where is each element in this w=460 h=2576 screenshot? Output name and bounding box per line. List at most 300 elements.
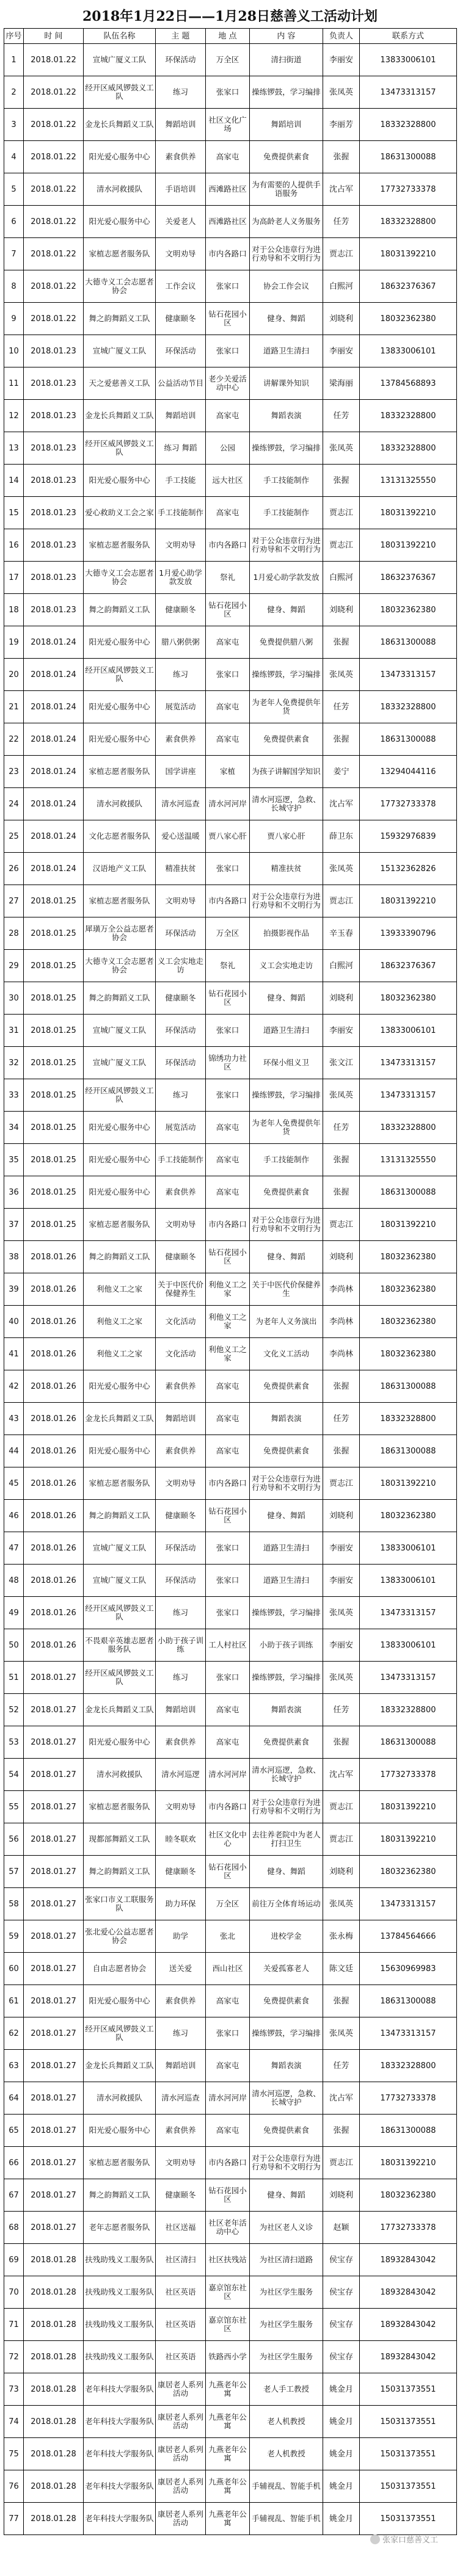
cell-theme: 练习 — [156, 1079, 206, 1112]
table-row — [4, 1597, 457, 1629]
cell-team: 文化志愿者服务队 — [84, 820, 156, 853]
cell-place: 钻石花园小区 — [206, 303, 250, 335]
header-content: 内 容 — [250, 29, 323, 44]
cell-team: 宣城广厦义工队 — [84, 44, 156, 76]
cell-contact: 18332328800 — [360, 400, 457, 432]
cell-content: 操练锣鼓，学习编排 — [250, 1597, 323, 1629]
cell-theme: 手工技能 — [156, 465, 206, 497]
cell-leader: 张凤英 — [323, 1888, 360, 1920]
cell-content: 免费提供素食 — [250, 723, 323, 756]
table-row — [4, 659, 457, 691]
cell-theme: 小助于孩子训练 — [156, 1629, 206, 1662]
cell-index: 3 — [4, 109, 24, 141]
cell-date: 2018.01.25 — [24, 917, 84, 950]
cell-place: 高家屯 — [206, 1370, 250, 1403]
cell-theme: 素食供养 — [156, 1726, 206, 1759]
cell-index: 72 — [4, 2341, 24, 2373]
table-row — [4, 594, 457, 626]
cell-contact: 18631300088 — [360, 1726, 457, 1759]
cell-leader: 侯宝存 — [323, 2276, 360, 2309]
cell-content: 道路卫生清扫 — [250, 335, 323, 367]
cell-contact: 13784564666 — [360, 1920, 457, 1953]
cell-content: 为社区学生服务 — [250, 2276, 323, 2309]
cell-leader: 刘晓利 — [323, 2179, 360, 2212]
cell-date: 2018.01.26 — [24, 1467, 84, 1500]
cell-index: 26 — [4, 853, 24, 885]
cell-team: 阳光爱心服务中心 — [84, 1726, 156, 1759]
cell-index: 48 — [4, 1565, 24, 1597]
cell-leader: 刘晓利 — [323, 594, 360, 626]
cell-date: 2018.01.25 — [24, 1047, 84, 1079]
cell-index: 60 — [4, 1953, 24, 1985]
cell-contact: 13473313157 — [360, 1662, 457, 1694]
cell-theme: 工作会议 — [156, 270, 206, 303]
cell-index: 32 — [4, 1047, 24, 1079]
cell-theme: 文明劝导 — [156, 1791, 206, 1823]
cell-team: 经开区威风锣鼓义工队 — [84, 659, 156, 691]
table-row — [4, 917, 457, 950]
cell-index: 6 — [4, 206, 24, 238]
table-row — [4, 2147, 457, 2179]
cell-index: 30 — [4, 982, 24, 1015]
cell-index: 54 — [4, 1759, 24, 1791]
cell-index: 65 — [4, 2115, 24, 2147]
cell-team: 宣城广厦义工队 — [84, 1015, 156, 1047]
cell-theme: 康居老人系列活动 — [156, 2373, 206, 2406]
cell-team: 爱心救助义工会之家 — [84, 497, 156, 529]
cell-contact: 17732733378 — [360, 788, 457, 820]
cell-content: 为社区清扫道路 — [250, 2244, 323, 2276]
cell-contact: 13131325550 — [360, 1144, 457, 1176]
cell-theme: 文化活动 — [156, 1338, 206, 1370]
cell-date: 2018.01.25 — [24, 982, 84, 1015]
cell-team: 扶残助残义工服务队 — [84, 2341, 156, 2373]
cell-team: 金龙长兵舞蹈义工队 — [84, 2050, 156, 2082]
cell-index: 14 — [4, 465, 24, 497]
cell-contact: 18332328800 — [360, 691, 457, 723]
table-row — [4, 820, 457, 853]
cell-leader: 张凤英 — [323, 432, 360, 465]
cell-contact: 18332328800 — [360, 432, 457, 465]
cell-leader: 贾志江 — [323, 1209, 360, 1241]
cell-place: 高家屯 — [206, 1403, 250, 1435]
cell-leader: 张握 — [323, 465, 360, 497]
table-body — [4, 44, 457, 2535]
cell-content: 环保小组义卫 — [250, 1047, 323, 1079]
cell-content: 操练锣鼓，学习编排 — [250, 76, 323, 109]
cell-contact: 13294044116 — [360, 756, 457, 788]
table-row — [4, 2115, 457, 2147]
table-row — [4, 1079, 457, 1112]
cell-leader: 贾志江 — [323, 2147, 360, 2179]
cell-place: 老少关爱活动中心 — [206, 367, 250, 400]
table-row — [4, 1726, 457, 1759]
cell-theme: 环保活动 — [156, 335, 206, 367]
cell-content: 关于中医代价保健养生 — [250, 1273, 323, 1306]
cell-date: 2018.01.26 — [24, 1565, 84, 1597]
cell-content: 去往养老院中为老人打扫卫生 — [250, 1823, 323, 1856]
cell-place: 高家屯 — [206, 400, 250, 432]
cell-contact: 18032362380 — [360, 2179, 457, 2212]
cell-date: 2018.01.24 — [24, 820, 84, 853]
cell-content: 义工会实地走访 — [250, 950, 323, 982]
cell-contact: 15932976839 — [360, 820, 457, 853]
cell-team: 经开区威风锣鼓义工队 — [84, 1079, 156, 1112]
cell-theme: 练习 — [156, 76, 206, 109]
cell-team: 阳光爱心服务中心 — [84, 691, 156, 723]
cell-date: 2018.01.27 — [24, 2179, 84, 2212]
cell-place: 钻石花园小区 — [206, 1500, 250, 1532]
cell-contact: 15031373551 — [360, 2470, 457, 2503]
table-row — [4, 303, 457, 335]
table-row — [4, 950, 457, 982]
table-row — [4, 788, 457, 820]
cell-place: 西滩路社区 — [206, 173, 250, 206]
table-row — [4, 400, 457, 432]
cell-content: 免费提供素食 — [250, 141, 323, 173]
cell-content: 免费提供腊八粥 — [250, 626, 323, 659]
cell-theme: 文明劝导 — [156, 1467, 206, 1500]
cell-contact: 18932843042 — [360, 2244, 457, 2276]
cell-team: 不畏艰辛英雄志愿者服务队 — [84, 1629, 156, 1662]
cell-index: 10 — [4, 335, 24, 367]
cell-theme: 手工技能制作 — [156, 497, 206, 529]
cell-index: 4 — [4, 141, 24, 173]
cell-contact: 18032362380 — [360, 303, 457, 335]
cell-index: 76 — [4, 2470, 24, 2503]
cell-contact: 18032362380 — [360, 1338, 457, 1370]
cell-contact: 18332328800 — [360, 206, 457, 238]
table-row — [4, 1953, 457, 1985]
cell-leader: 姚金月 — [323, 2373, 360, 2406]
cell-index: 11 — [4, 367, 24, 400]
cell-index: 62 — [4, 2017, 24, 2050]
cell-index: 75 — [4, 2438, 24, 2470]
cell-theme: 素食供养 — [156, 1176, 206, 1209]
cell-contact: 13784568893 — [360, 367, 457, 400]
cell-place: 西滩路社区 — [206, 206, 250, 238]
cell-contact: 18032362380 — [360, 594, 457, 626]
cell-leader: 沈占军 — [323, 2082, 360, 2115]
cell-team: 自由志愿者协会 — [84, 1953, 156, 1985]
cell-team: 宣城广厦义工队 — [84, 1565, 156, 1597]
cell-place: 张家口 — [206, 76, 250, 109]
cell-place: 清水河河岸 — [206, 788, 250, 820]
cell-team: 舞之韵舞蹈义工队 — [84, 594, 156, 626]
cell-index: 41 — [4, 1338, 24, 1370]
table-row — [4, 141, 457, 173]
table-row — [4, 465, 457, 497]
cell-theme: 素食供养 — [156, 141, 206, 173]
cell-place: 市内各路口 — [206, 885, 250, 917]
cell-leader: 张握 — [323, 1985, 360, 2017]
cell-theme: 送关爱 — [156, 1953, 206, 1985]
cell-contact: 18631300088 — [360, 1176, 457, 1209]
table-row — [4, 1209, 457, 1241]
cell-leader: 张握 — [323, 626, 360, 659]
cell-contact: 18031392210 — [360, 1209, 457, 1241]
cell-content: 清水河巡逻，急救、长城守护 — [250, 788, 323, 820]
cell-leader: 张凤英 — [323, 1662, 360, 1694]
cell-team: 利他义工之家 — [84, 1306, 156, 1338]
cell-team: 老年科技大学服务队 — [84, 2406, 156, 2438]
cell-content: 操练锣鼓，学习编排 — [250, 2017, 323, 2050]
cell-place: 张家口 — [206, 1015, 250, 1047]
cell-team: 清水河救援队 — [84, 173, 156, 206]
cell-place: 九燕老年公寓 — [206, 2470, 250, 2503]
cell-index: 8 — [4, 270, 24, 303]
cell-content: 为孩子讲解国学知识 — [250, 756, 323, 788]
cell-theme: 清水河巡逻 — [156, 1759, 206, 1791]
table-row — [4, 2503, 457, 2535]
cell-date: 2018.01.22 — [24, 109, 84, 141]
cell-place: 嘉京馆东社区 — [206, 2276, 250, 2309]
cell-contact: 15031373551 — [360, 2503, 457, 2535]
cell-theme: 健康颐冬 — [156, 1241, 206, 1273]
cell-leader: 贾志江 — [323, 1823, 360, 1856]
cell-index: 42 — [4, 1370, 24, 1403]
cell-theme: 社区英语 — [156, 2341, 206, 2373]
cell-content: 清水河巡逻，急救、长城守护 — [250, 1759, 323, 1791]
cell-content: 操练锣鼓，学习编排 — [250, 1662, 323, 1694]
table-row — [4, 723, 457, 756]
cell-leader: 李丽安 — [323, 1015, 360, 1047]
cell-team: 阳光爱心服务中心 — [84, 626, 156, 659]
cell-date: 2018.01.22 — [24, 141, 84, 173]
cell-place: 西山社区 — [206, 1953, 250, 1985]
cell-index: 16 — [4, 529, 24, 562]
cell-leader: 白熙河 — [323, 950, 360, 982]
cell-theme: 健康颐冬 — [156, 1856, 206, 1888]
cell-date: 2018.01.27 — [24, 1694, 84, 1726]
cell-theme: 社区英语 — [156, 2276, 206, 2309]
cell-contact: 18631300088 — [360, 1985, 457, 2017]
cell-team: 阳光爱心服务中心 — [84, 465, 156, 497]
cell-leader: 张凤英 — [323, 2017, 360, 2050]
table-row — [4, 2309, 457, 2341]
cell-team: 金龙长兵舞蹈义工队 — [84, 1694, 156, 1726]
header-date: 时 间 — [24, 29, 84, 44]
cell-date: 2018.01.27 — [24, 2082, 84, 2115]
cell-index: 68 — [4, 2212, 24, 2244]
cell-team: 老年科技大学服务队 — [84, 2373, 156, 2406]
cell-team: 张北爱心公益志愿者协会 — [84, 1920, 156, 1953]
cell-leader: 沈占军 — [323, 173, 360, 206]
cell-leader: 张凤英 — [323, 659, 360, 691]
cell-date: 2018.01.27 — [24, 2147, 84, 2179]
cell-date: 2018.01.28 — [24, 2373, 84, 2406]
cell-contact: 15031373551 — [360, 2373, 457, 2406]
cell-theme: 舞蹈培训 — [156, 400, 206, 432]
cell-index: 38 — [4, 1241, 24, 1273]
cell-contact: 13833006101 — [360, 1565, 457, 1597]
table-row — [4, 853, 457, 885]
table-row — [4, 529, 457, 562]
cell-date: 2018.01.27 — [24, 2212, 84, 2244]
cell-theme: 文明劝导 — [156, 529, 206, 562]
cell-index: 43 — [4, 1403, 24, 1435]
cell-team: 经开区威风锣鼓义工队 — [84, 76, 156, 109]
cell-index: 35 — [4, 1144, 24, 1176]
cell-team: 家植志愿者服务队 — [84, 529, 156, 562]
cell-contact: 13833006101 — [360, 1015, 457, 1047]
cell-place: 张北 — [206, 1920, 250, 1953]
cell-theme: 康居老人系列活动 — [156, 2470, 206, 2503]
cell-leader: 任芳 — [323, 2050, 360, 2082]
cell-theme: 素食供养 — [156, 1370, 206, 1403]
table-row — [4, 885, 457, 917]
cell-place: 公园 — [206, 432, 250, 465]
cell-place: 张家口 — [206, 853, 250, 885]
cell-theme: 环保活动 — [156, 917, 206, 950]
cell-index: 39 — [4, 1273, 24, 1306]
table-row — [4, 982, 457, 1015]
cell-team: 经开区威风锣鼓义工队 — [84, 2017, 156, 2050]
cell-team: 舞之韵舞蹈义工队 — [84, 982, 156, 1015]
cell-theme: 展览活动 — [156, 691, 206, 723]
cell-team: 金龙长兵舞蹈义工队 — [84, 109, 156, 141]
cell-content: 小助于孩子训练 — [250, 1629, 323, 1662]
cell-contact: 18332328800 — [360, 1403, 457, 1435]
schedule-table — [4, 28, 457, 2535]
cell-index: 73 — [4, 2373, 24, 2406]
cell-team: 舞之韵舞蹈义工队 — [84, 2179, 156, 2212]
cell-content: 健身、舞蹈 — [250, 594, 323, 626]
table-row — [4, 1500, 457, 1532]
cell-date: 2018.01.26 — [24, 1306, 84, 1338]
cell-content: 为高龄老人义务服务 — [250, 206, 323, 238]
cell-place: 钻石花园小区 — [206, 1241, 250, 1273]
cell-date: 2018.01.23 — [24, 497, 84, 529]
page-title: 2018年1月22日——1月28日慈善义工活动计划 — [82, 9, 378, 24]
cell-place: 高家屯 — [206, 2050, 250, 2082]
cell-leader: 任芳 — [323, 206, 360, 238]
cell-date: 2018.01.27 — [24, 1888, 84, 1920]
table-row — [4, 1370, 457, 1403]
cell-content: 对于公众违章行为进行劝导和不文明行为 — [250, 529, 323, 562]
cell-theme: 关爱老人 — [156, 206, 206, 238]
cell-date: 2018.01.27 — [24, 2017, 84, 2050]
cell-theme: 练习 — [156, 1662, 206, 1694]
cell-theme: 清水河巡查 — [156, 2082, 206, 2115]
cell-place: 利他义工之家 — [206, 1273, 250, 1306]
cell-team: 阳光爱心服务中心 — [84, 1112, 156, 1144]
cell-index: 52 — [4, 1694, 24, 1726]
cell-place: 远大社区 — [206, 465, 250, 497]
cell-date: 2018.01.23 — [24, 400, 84, 432]
cell-content: 手工技能制作 — [250, 1144, 323, 1176]
table-row — [4, 76, 457, 109]
cell-index: 20 — [4, 659, 24, 691]
cell-contact: 13473313157 — [360, 1047, 457, 1079]
cell-theme: 睦冬联欢 — [156, 1823, 206, 1856]
table-row — [4, 2082, 457, 2115]
cell-team: 家植志愿者服务队 — [84, 885, 156, 917]
cell-team: 扶残助残义工服务队 — [84, 2244, 156, 2276]
table-row — [4, 2017, 457, 2050]
cell-date: 2018.01.27 — [24, 1823, 84, 1856]
table-row — [4, 1112, 457, 1144]
cell-leader: 任芳 — [323, 1112, 360, 1144]
cell-leader: 刘晓利 — [323, 1856, 360, 1888]
cell-theme: 环保活动 — [156, 1015, 206, 1047]
cell-contact: 18332328800 — [360, 2050, 457, 2082]
cell-index: 64 — [4, 2082, 24, 2115]
cell-theme: 健康颐冬 — [156, 982, 206, 1015]
cell-leader: 白熙河 — [323, 270, 360, 303]
cell-leader: 贾志江 — [323, 1791, 360, 1823]
cell-team: 家植志愿者服务队 — [84, 1791, 156, 1823]
cell-date: 2018.01.22 — [24, 44, 84, 76]
cell-theme: 练习 — [156, 659, 206, 691]
cell-leader: 李尚林 — [323, 1338, 360, 1370]
cell-date: 2018.01.25 — [24, 1176, 84, 1209]
cell-team: 阳光爱心服务中心 — [84, 1144, 156, 1176]
cell-date: 2018.01.24 — [24, 659, 84, 691]
cell-contact: 13473313157 — [360, 1597, 457, 1629]
cell-team: 阳光爱心服务中心 — [84, 1176, 156, 1209]
cell-place: 社区文化中心 — [206, 1823, 250, 1856]
cell-leader: 侯宝存 — [323, 2341, 360, 2373]
cell-leader: 张握 — [323, 723, 360, 756]
cell-leader: 贾志江 — [323, 885, 360, 917]
cell-index: 46 — [4, 1500, 24, 1532]
cell-team: 老年科技大学服务队 — [84, 2470, 156, 2503]
table-row — [4, 497, 457, 529]
cell-content: 免费提供素食 — [250, 1370, 323, 1403]
table-row — [4, 1662, 457, 1694]
cell-contact: 15132362826 — [360, 853, 457, 885]
cell-leader: 李丽安 — [323, 1532, 360, 1565]
cell-date: 2018.01.24 — [24, 756, 84, 788]
cell-team: 经开区威风锣鼓义工队 — [84, 432, 156, 465]
cell-theme: 康居老人系列活动 — [156, 2438, 206, 2470]
cell-content: 前往万全体育场运动 — [250, 1888, 323, 1920]
cell-theme: 国学讲座 — [156, 756, 206, 788]
cell-theme: 文明劝导 — [156, 885, 206, 917]
cell-team: 老年志愿者服务队 — [84, 2212, 156, 2244]
cell-index: 53 — [4, 1726, 24, 1759]
cell-date: 2018.01.24 — [24, 626, 84, 659]
cell-team: 大德寺义工会志愿者协会 — [84, 270, 156, 303]
cell-team: 阳光爱心服务中心 — [84, 206, 156, 238]
cell-date: 2018.01.27 — [24, 1985, 84, 2017]
cell-contact: 18032362380 — [360, 1273, 457, 1306]
header-theme: 主 题 — [156, 29, 206, 44]
cell-leader: 张握 — [323, 141, 360, 173]
cell-leader: 姚金月 — [323, 2406, 360, 2438]
cell-date: 2018.01.24 — [24, 853, 84, 885]
cell-contact: 18632376367 — [360, 562, 457, 594]
cell-date: 2018.01.25 — [24, 1144, 84, 1176]
cell-theme: 康居老人系列活动 — [156, 2503, 206, 2535]
cell-place: 高家屯 — [206, 1176, 250, 1209]
cell-date: 2018.01.27 — [24, 1759, 84, 1791]
cell-leader: 张凤英 — [323, 76, 360, 109]
cell-theme: 爱心送温暖 — [156, 820, 206, 853]
cell-team: 阳光爱心服务中心 — [84, 141, 156, 173]
cell-place: 高家屯 — [206, 497, 250, 529]
cell-team: 利他义工之家 — [84, 1338, 156, 1370]
cell-content: 拍摄影视作品 — [250, 917, 323, 950]
table-row — [4, 756, 457, 788]
cell-theme: 环保活动 — [156, 44, 206, 76]
cell-content: 免费提供素食 — [250, 1726, 323, 1759]
cell-team: 经开区威风锣鼓义工队 — [84, 1597, 156, 1629]
cell-index: 34 — [4, 1112, 24, 1144]
cell-date: 2018.01.28 — [24, 2503, 84, 2535]
cell-contact: 18031392210 — [360, 529, 457, 562]
